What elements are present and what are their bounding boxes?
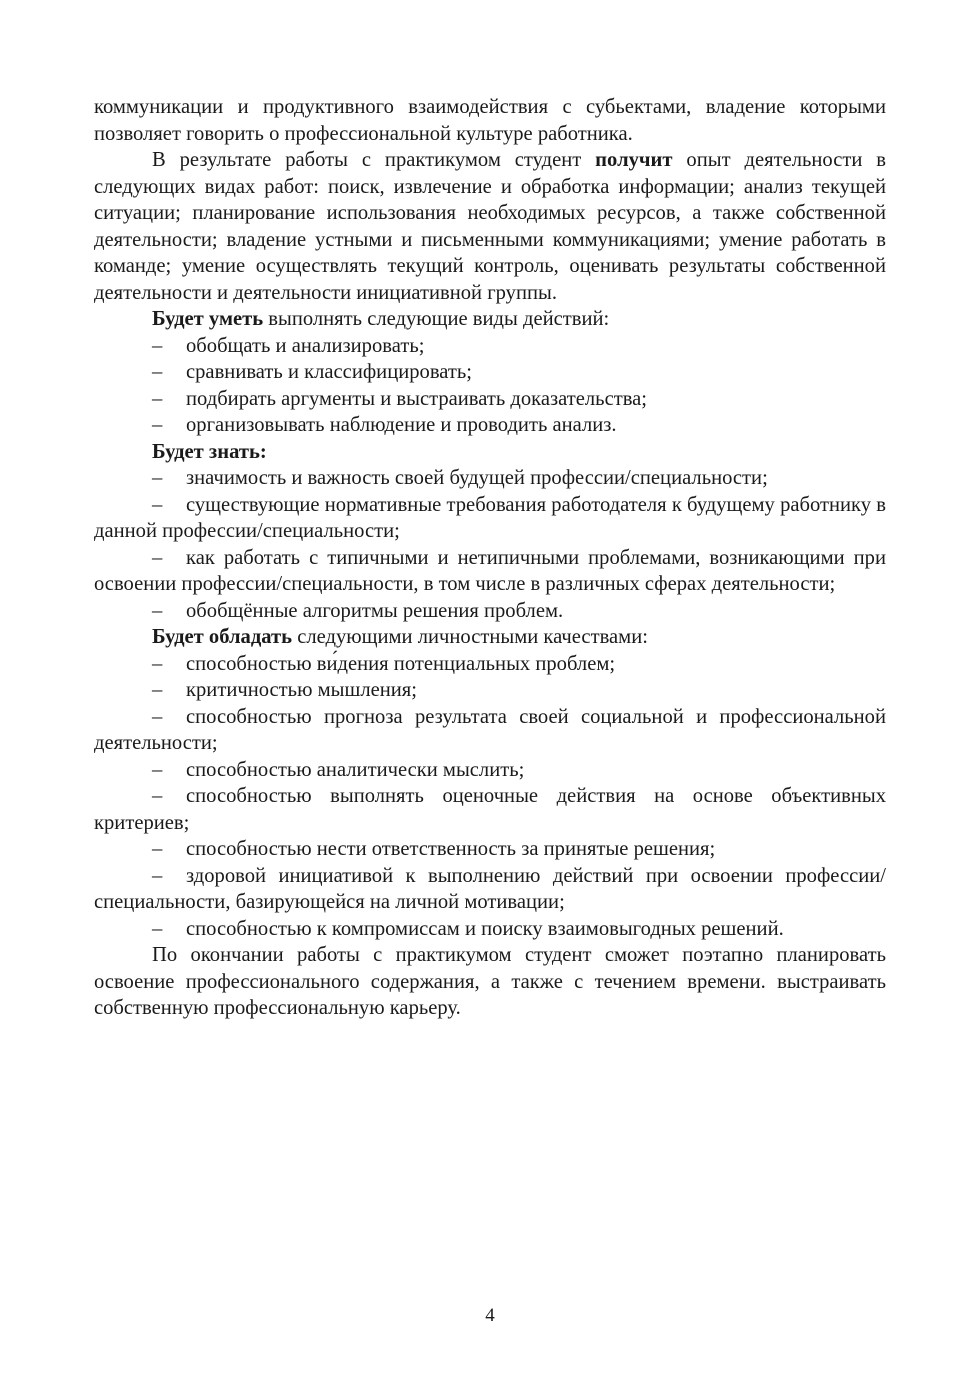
list-dash: – (152, 652, 163, 675)
list-dash: – (152, 546, 163, 569)
list-item-text: обобщённые алгоритмы решения проблем. (186, 599, 564, 622)
skills-bold: Будет уметь (152, 308, 264, 330)
qualities-rest: следующими личностными качествами: (292, 626, 648, 648)
list-item (94, 412, 886, 439)
paragraph-skills-heading (94, 306, 886, 333)
list-item (94, 863, 886, 916)
list-item-text: способностью выполнять оценочные действия на основе объективных критериев; (94, 785, 886, 834)
list-item (94, 916, 886, 943)
list-dash: – (152, 917, 163, 940)
page-number: 4 (485, 1305, 495, 1326)
list-dash: – (152, 758, 163, 781)
list-item (94, 836, 886, 863)
list-item (94, 651, 886, 678)
list-item-text: существующие нормативные требования работодателя к будущему работнику в данной профессии/специальности; (94, 493, 886, 542)
list-item-text: обобщать и анализировать; (186, 334, 425, 357)
list-item-text: сравнивать и классифицировать; (186, 361, 473, 383)
list-dash: – (152, 864, 163, 887)
list-item-text: критичностью мышления; (186, 679, 417, 701)
list-item (94, 757, 886, 784)
list-item-text: значимость и важность своей будущей профессии/специальности; (186, 467, 768, 489)
list-item (94, 333, 886, 360)
list-dash: – (152, 467, 163, 489)
list-item (94, 465, 886, 492)
list-item-text: способностью к компромиссам и поиску взаимовыгодных решений. (186, 917, 784, 940)
list-item (94, 704, 886, 757)
list-item (94, 492, 886, 545)
paragraph-experience (94, 147, 886, 306)
list-item (94, 359, 886, 386)
list-item (94, 783, 886, 836)
list-item-text: подбирать аргументы и выстраивать доказательства; (186, 387, 648, 410)
list-dash: – (152, 334, 163, 357)
experience-rest: опыт деятельности в следующих видах работ: поиск, извлечение и обработка информации; анализ текущей ситуации; планирование использования необходимых ресурсов, а также собственной деятельности; владение устными и письменными коммуникациями; умение работать в команде; умение осуществлять текущий контроль, оценивать результаты собственной деятельности и деятельности инициативной группы. (94, 149, 886, 304)
skills-rest: выполнять следующие виды действий: (263, 308, 610, 330)
list-item-text: здоровой инициативой к выполнению действий при освоении профессии/специальности, базирующейся на личной мотивации; (94, 864, 886, 913)
list-dash: – (152, 679, 163, 701)
list-item-text: способностью нести ответственность за принятые решения; (186, 838, 716, 860)
list-item (94, 598, 886, 625)
list-dash: – (152, 361, 163, 383)
list-item-text: способностью ви́дения потенциальных проблем; (186, 652, 616, 675)
list-item (94, 677, 886, 704)
qualities-bold: Будет обладать (152, 626, 293, 648)
page-body (94, 94, 886, 1022)
paragraph-conclusion: По окончании работы с практикумом студент сможет поэтапно планировать освоение профессионального содержания, а также с течением времени. выстраивать собственную профессиональную карьеру. (94, 944, 886, 1019)
paragraph-intro-continuation: коммуникации и продуктивного взаимодействия с субьектами, владение которыми позволяет говорить о профессиональной культуре работника. (94, 96, 886, 145)
list-item (94, 386, 886, 413)
experience-lead: В результате работы с практикумом студент (152, 149, 596, 171)
list-item-text: способностью аналитически мыслить; (186, 758, 525, 781)
list-dash: – (152, 387, 163, 410)
list-dash: – (152, 493, 163, 516)
list-item-text: как работать с типичными и нетипичными проблемами, возникающими при освоении профессии/специальности, в том числе в различных сферах деятельности; (94, 546, 886, 595)
list-dash: – (152, 705, 163, 728)
paragraph-knowledge-heading (94, 439, 886, 466)
list-item-text: организовывать наблюдение и проводить анализ. (186, 414, 617, 436)
list-dash: – (152, 838, 163, 860)
list-item-text: способностью прогноза результата своей социальной и профессиональной деятельности; (94, 705, 886, 754)
list-item (94, 545, 886, 598)
list-dash: – (152, 599, 163, 622)
paragraph-qualities-heading (94, 624, 886, 651)
list-dash: – (152, 414, 163, 436)
experience-bold: получит (595, 149, 673, 171)
list-dash: – (152, 785, 163, 807)
knowledge-bold: Будет знать: (152, 440, 267, 463)
